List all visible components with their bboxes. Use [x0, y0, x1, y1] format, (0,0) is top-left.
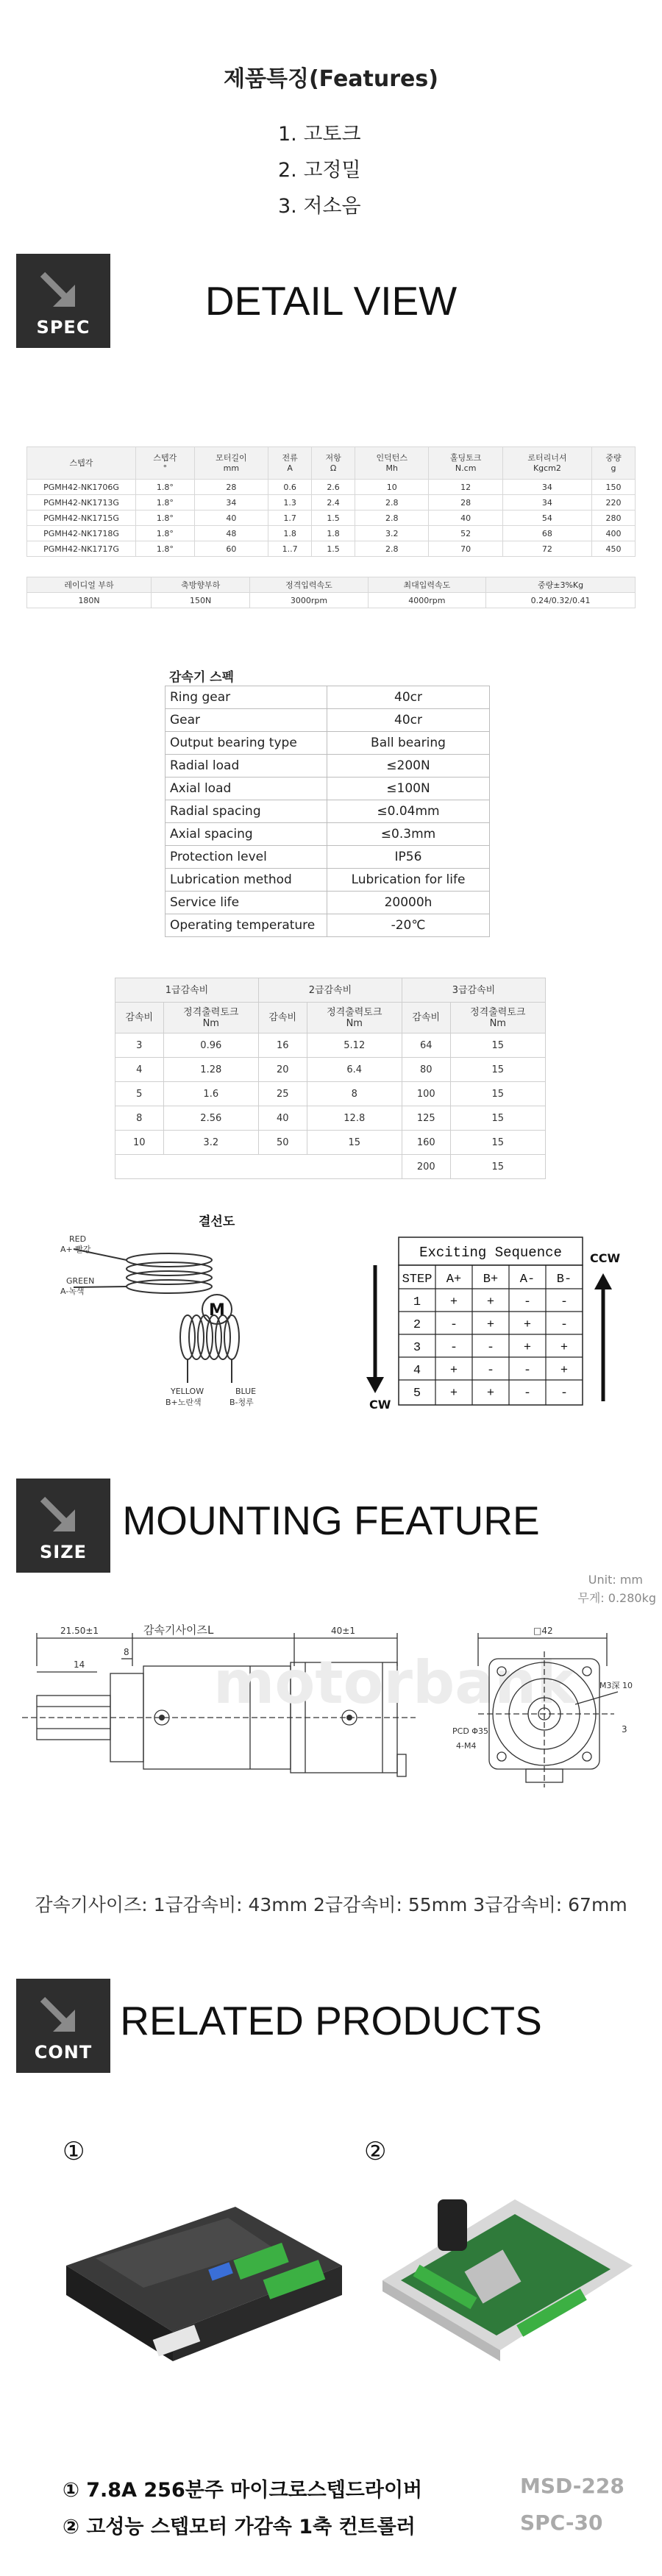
table-header-row [115, 978, 546, 1003]
table-header: 감속비 [115, 1003, 164, 1033]
table-cell: 15 [450, 1082, 545, 1106]
table-header: 1급감속비 [115, 978, 259, 1003]
table-cell: 150N [152, 593, 250, 608]
table-cell: 34 [502, 495, 591, 510]
table-row [166, 686, 490, 709]
table-cell: 15 [450, 1058, 545, 1082]
table-cell: 60 [194, 541, 268, 557]
table-cell: 2.6 [312, 480, 355, 495]
ccw-arrow-icon [594, 1273, 612, 1401]
table-header: 정격입력속도 [250, 577, 368, 593]
table-cell: 2.8 [355, 510, 429, 526]
table-cell: 10 [355, 480, 429, 495]
table-row [115, 1058, 546, 1082]
table-cell: 15 [450, 1155, 545, 1179]
table-row [115, 1106, 546, 1131]
wire-green-label: GREEN [66, 1276, 95, 1286]
sequence-cell: - [449, 1318, 458, 1332]
table-cell: 40 [429, 510, 502, 526]
sequence-cell: - [560, 1387, 569, 1401]
table-row [27, 510, 636, 526]
table-row [166, 778, 490, 800]
table-cell: ≤100N [327, 778, 490, 800]
dim-label: M3深 10 [599, 1681, 633, 1690]
product-image-controller[interactable] [368, 2170, 647, 2376]
section-title-related-products: RELATED PRODUCTS [120, 1998, 542, 2043]
table-cell: 34 [194, 495, 268, 510]
table-header: 인덕턴스 Mh [355, 447, 429, 480]
sequence-cell: - [523, 1295, 532, 1309]
table-cell: 40cr [327, 709, 490, 732]
table-row [166, 800, 490, 823]
table-cell: 1.28 [163, 1058, 258, 1082]
wire-red-label: A+ 빨강 [60, 1245, 91, 1254]
table-cell: 5.12 [307, 1033, 402, 1058]
table-cell: 15 [307, 1131, 402, 1155]
badge-label: SIZE [39, 1542, 87, 1562]
table-cell: 280 [591, 510, 635, 526]
table-header: 정격출력토크 Nm [307, 1003, 402, 1033]
table-header-row [27, 447, 636, 480]
table-cell: 68 [502, 526, 591, 541]
cw-label: CW [369, 1398, 391, 1412]
sequence-header: STEP [402, 1273, 433, 1287]
weight-label: 무게: 0.280kg [577, 1591, 656, 1605]
sequence-title: Exciting Sequence [419, 1245, 562, 1261]
table-row [115, 1155, 546, 1179]
feature-item: 2. 고정밀 [278, 159, 361, 182]
table-cell: 1.8° [136, 541, 195, 557]
table-cell: 54 [502, 510, 591, 526]
size-badge [16, 1479, 110, 1573]
table-cell: 1.3 [268, 495, 312, 510]
sequence-cell: + [486, 1387, 495, 1401]
table-cell: Output bearing type [166, 732, 327, 755]
table-cell: Operating temperature [166, 914, 327, 937]
table-header: 레이디얼 부하 [27, 577, 152, 593]
gear-spec-table [165, 686, 490, 937]
product-model[interactable]: MSD-228 [520, 2474, 624, 2498]
sequence-cell: + [523, 1341, 532, 1355]
coil-a [74, 1249, 212, 1293]
table-row [166, 755, 490, 778]
exciting-sequence-diagram [353, 1236, 633, 1412]
table-cell: 6.4 [307, 1058, 402, 1082]
table-cell [115, 1155, 402, 1179]
table-cell: ≤0.04mm [327, 800, 490, 823]
table-cell: 1.8 [268, 526, 312, 541]
table-header: 홀딩토크 N.cm [429, 447, 502, 480]
table-cell: 5 [115, 1082, 164, 1106]
section-title-detail-view: DETAIL VIEW [204, 278, 458, 324]
table-header: 감속비 [402, 1003, 450, 1033]
table-cell: 72 [502, 541, 591, 557]
table-header: 모터길이 mm [194, 447, 268, 480]
table-cell: 160 [402, 1131, 450, 1155]
sequence-cell: - [449, 1341, 458, 1355]
sequence-cell: + [486, 1318, 495, 1332]
product-model[interactable]: SPC-30 [520, 2511, 603, 2535]
dim-label: 감속기사이즈L [143, 1623, 214, 1637]
table-cell: Ring gear [166, 686, 327, 709]
wire-blue-label: BLUE [235, 1387, 257, 1396]
sequence-header: B- [556, 1273, 572, 1287]
table-cell: 15 [450, 1106, 545, 1131]
dim-label: 14 [74, 1659, 85, 1670]
table-row [166, 914, 490, 937]
dim-label: 40±1 [331, 1626, 355, 1636]
table-row [166, 846, 490, 869]
sequence-cell: + [523, 1318, 532, 1332]
table-header: 정격출력토크 Nm [163, 1003, 258, 1033]
table-cell: 450 [591, 541, 635, 557]
table-row [27, 541, 636, 557]
front-view-drawing [449, 1622, 647, 1843]
features-title: 제품특징(Features) [224, 66, 438, 92]
sequence-cell: - [486, 1341, 495, 1355]
table-cell: 1.6 [163, 1082, 258, 1106]
table-cell: 180N [27, 593, 152, 608]
product-image-driver[interactable] [51, 2177, 353, 2376]
table-cell: 2.4 [312, 495, 355, 510]
table-cell: 70 [429, 541, 502, 557]
features-list [278, 116, 361, 224]
sequence-cell: 5 [413, 1387, 421, 1401]
wire-yellow-label: B+노란색 [166, 1398, 202, 1407]
cw-arrow-icon [366, 1265, 384, 1393]
watermark: motorbank [213, 1648, 576, 1717]
table-cell: 20000h [327, 892, 490, 914]
table-header: 중량±3%Kg [486, 577, 636, 593]
ccw-label: CCW [590, 1251, 621, 1265]
table-row [166, 823, 490, 846]
table-cell: 16 [258, 1033, 307, 1058]
table-cell: 0.96 [163, 1033, 258, 1058]
table-row [115, 1033, 546, 1058]
table-cell: PGMH42-NK1718G [27, 526, 136, 541]
diagonal-arrow-icon [37, 1493, 81, 1537]
table-header: 최대입력속도 [368, 577, 485, 593]
table-cell: 1.8° [136, 510, 195, 526]
sequence-cell: 3 [413, 1341, 421, 1355]
sequence-cell: - [560, 1295, 569, 1309]
sequence-header: B+ [483, 1273, 499, 1287]
motor-spec-table [26, 446, 636, 557]
table-row [166, 732, 490, 755]
table-header: 3급감속비 [402, 978, 545, 1003]
feature-item: 3. 저소음 [278, 195, 361, 218]
table-cell: 15 [450, 1131, 545, 1155]
table-cell: 3000rpm [250, 593, 368, 608]
table-cell: PGMH42-NK1706G [27, 480, 136, 495]
table-header: 스텝각 ° [136, 447, 195, 480]
table-cell: 40cr [327, 686, 490, 709]
table-cell: 1.8° [136, 495, 195, 510]
dim-label: 4-M4 [456, 1741, 477, 1751]
wire-yellow-label: YELLOW [171, 1387, 204, 1396]
table-cell: 12 [429, 480, 502, 495]
table-cell: Gear [166, 709, 327, 732]
dim-label: □42 [533, 1626, 553, 1636]
table-cell: 400 [591, 526, 635, 541]
table-cell: 4000rpm [368, 593, 485, 608]
table-cell: 40 [194, 510, 268, 526]
product-desc[interactable]: ① 7.8A 256분주 마이크로스텝드라이버 [63, 2479, 423, 2502]
spec-badge [16, 254, 110, 348]
table-cell: ≤0.3mm [327, 823, 490, 846]
sequence-cell: + [560, 1341, 569, 1355]
table-cell: IP56 [327, 846, 490, 869]
table-cell: 1.5 [312, 541, 355, 557]
coil-b [180, 1315, 239, 1383]
table-row [166, 892, 490, 914]
table-row [27, 495, 636, 510]
diagonal-arrow-icon [37, 268, 81, 313]
sequence-cell: + [449, 1387, 458, 1401]
sequence-cell: 4 [413, 1364, 421, 1378]
table-header: 정격출력토크 Nm [450, 1003, 545, 1033]
table-cell: Axial load [166, 778, 327, 800]
table-cell: 15 [450, 1033, 545, 1058]
table-row [27, 526, 636, 541]
sequence-header: A+ [446, 1273, 462, 1287]
table-cell: 3 [115, 1033, 164, 1058]
sequence-cell: + [449, 1364, 458, 1378]
badge-label: SPEC [36, 317, 90, 338]
sequence-header: A- [519, 1273, 535, 1287]
table-cell: 12.8 [307, 1106, 402, 1131]
table-cell: Protection level [166, 846, 327, 869]
gear-spec-title: 감속기 스펙 [169, 670, 235, 685]
table-cell: 1.8° [136, 526, 195, 541]
product-number: ① [63, 2137, 85, 2166]
table-header: 전류 A [268, 447, 312, 480]
table-cell: 64 [402, 1033, 450, 1058]
table-cell: 125 [402, 1106, 450, 1131]
reducer-size-caption: 감속기사이즈: 1급감속비: 43mm 2급감속비: 55mm 3급감속비: 67mm [35, 1894, 627, 1915]
dim-label: 8 [124, 1647, 129, 1657]
table-cell: 220 [591, 495, 635, 510]
table-header: 로터리너셔 Kgcm2 [502, 447, 591, 480]
section-title-mounting-feature: MOUNTING FEATURE [122, 1498, 540, 1543]
table-row [115, 1082, 546, 1106]
table-cell: 2.56 [163, 1106, 258, 1131]
table-cell: 8 [307, 1082, 402, 1106]
feature-item: 1. 고토크 [278, 123, 361, 146]
table-cell: 2.8 [355, 541, 429, 557]
sequence-cell: + [486, 1295, 495, 1309]
table-cell: 48 [194, 526, 268, 541]
table-header-row [27, 577, 636, 593]
table-cell: 40 [258, 1106, 307, 1131]
table-cell: PGMH42-NK1713G [27, 495, 136, 510]
badge-label: CONT [34, 2042, 93, 2063]
table-cell: Ball bearing [327, 732, 490, 755]
table-cell: 1.8 [312, 526, 355, 541]
table-cell: 1.5 [312, 510, 355, 526]
table-cell: Service life [166, 892, 327, 914]
table-row [166, 709, 490, 732]
table-cell: ≤200N [327, 755, 490, 778]
table-cell: Axial spacing [166, 823, 327, 846]
reduction-ratio-table [115, 978, 546, 1179]
table-cell: 1.8° [136, 480, 195, 495]
sequence-cell: 1 [413, 1295, 421, 1309]
table-cell: 25 [258, 1082, 307, 1106]
product-desc[interactable]: ② 고성능 스텝모터 가감속 1축 컨트롤러 [63, 2516, 416, 2538]
table-cell: 1..7 [268, 541, 312, 557]
wire-blue-label: B-청루 [229, 1398, 254, 1407]
table-header: 저항 Ω [312, 447, 355, 480]
table-header: 축방향부하 [152, 577, 250, 593]
table-cell: Radial spacing [166, 800, 327, 823]
wire-green-label: A-녹색 [60, 1287, 85, 1296]
table-cell: 28 [429, 495, 502, 510]
table-cell: 28 [194, 480, 268, 495]
table-cell: 4 [115, 1058, 164, 1082]
table-row [115, 1131, 546, 1155]
sequence-cell: 2 [413, 1318, 421, 1332]
sequence-cell: + [449, 1295, 458, 1309]
table-cell: 200 [402, 1155, 450, 1179]
table-cell: 34 [502, 480, 591, 495]
table-cell: PGMH42-NK1717G [27, 541, 136, 557]
table-row [27, 480, 636, 495]
table-cell: 3.2 [355, 526, 429, 541]
table-cell: 100 [402, 1082, 450, 1106]
diagonal-arrow-icon [37, 1993, 81, 2038]
table-cell: 20 [258, 1058, 307, 1082]
table-cell: 0.24/0.32/0.41 [486, 593, 636, 608]
cont-badge [16, 1979, 110, 2073]
table-cell: 1.7 [268, 510, 312, 526]
wire-red-label: RED [69, 1234, 87, 1244]
sequence-cell: - [560, 1318, 569, 1332]
table-cell: 0.6 [268, 480, 312, 495]
table-cell: 8 [115, 1106, 164, 1131]
table-cell: 10 [115, 1131, 164, 1155]
table-cell: Lubrication for life [327, 869, 490, 892]
load-spec-table [26, 577, 636, 608]
unit-label: Unit: mm [588, 1573, 643, 1587]
sequence-cell: + [560, 1364, 569, 1378]
product-number: ② [364, 2137, 387, 2166]
table-cell: 50 [258, 1131, 307, 1155]
table-header: 2급감속비 [258, 978, 402, 1003]
sequence-cell: - [486, 1364, 495, 1378]
table-header: 스텝각 [27, 447, 136, 480]
table-header: 중량 g [591, 447, 635, 480]
table-cell: 80 [402, 1058, 450, 1082]
dim-label: 3 [622, 1724, 627, 1734]
dim-label: PCD Φ35 [452, 1726, 488, 1736]
table-cell: Lubrication method [166, 869, 327, 892]
table-cell: 52 [429, 526, 502, 541]
wiring-diagram [59, 1214, 302, 1416]
table-cell: -20℃ [327, 914, 490, 937]
table-cell: Radial load [166, 755, 327, 778]
table-cell: 2.8 [355, 495, 429, 510]
table-header-row [115, 1003, 546, 1033]
table-row [27, 593, 636, 608]
table-cell: PGMH42-NK1715G [27, 510, 136, 526]
table-header: 감속비 [258, 1003, 307, 1033]
sequence-cell: - [523, 1364, 532, 1378]
table-cell: 150 [591, 480, 635, 495]
dim-label: 21.50±1 [60, 1626, 99, 1636]
wiring-title: 결선도 [199, 1214, 235, 1229]
table-cell: 3.2 [163, 1131, 258, 1155]
motor-letter: M [209, 1301, 225, 1320]
table-row [166, 869, 490, 892]
sequence-cell: - [523, 1387, 532, 1401]
